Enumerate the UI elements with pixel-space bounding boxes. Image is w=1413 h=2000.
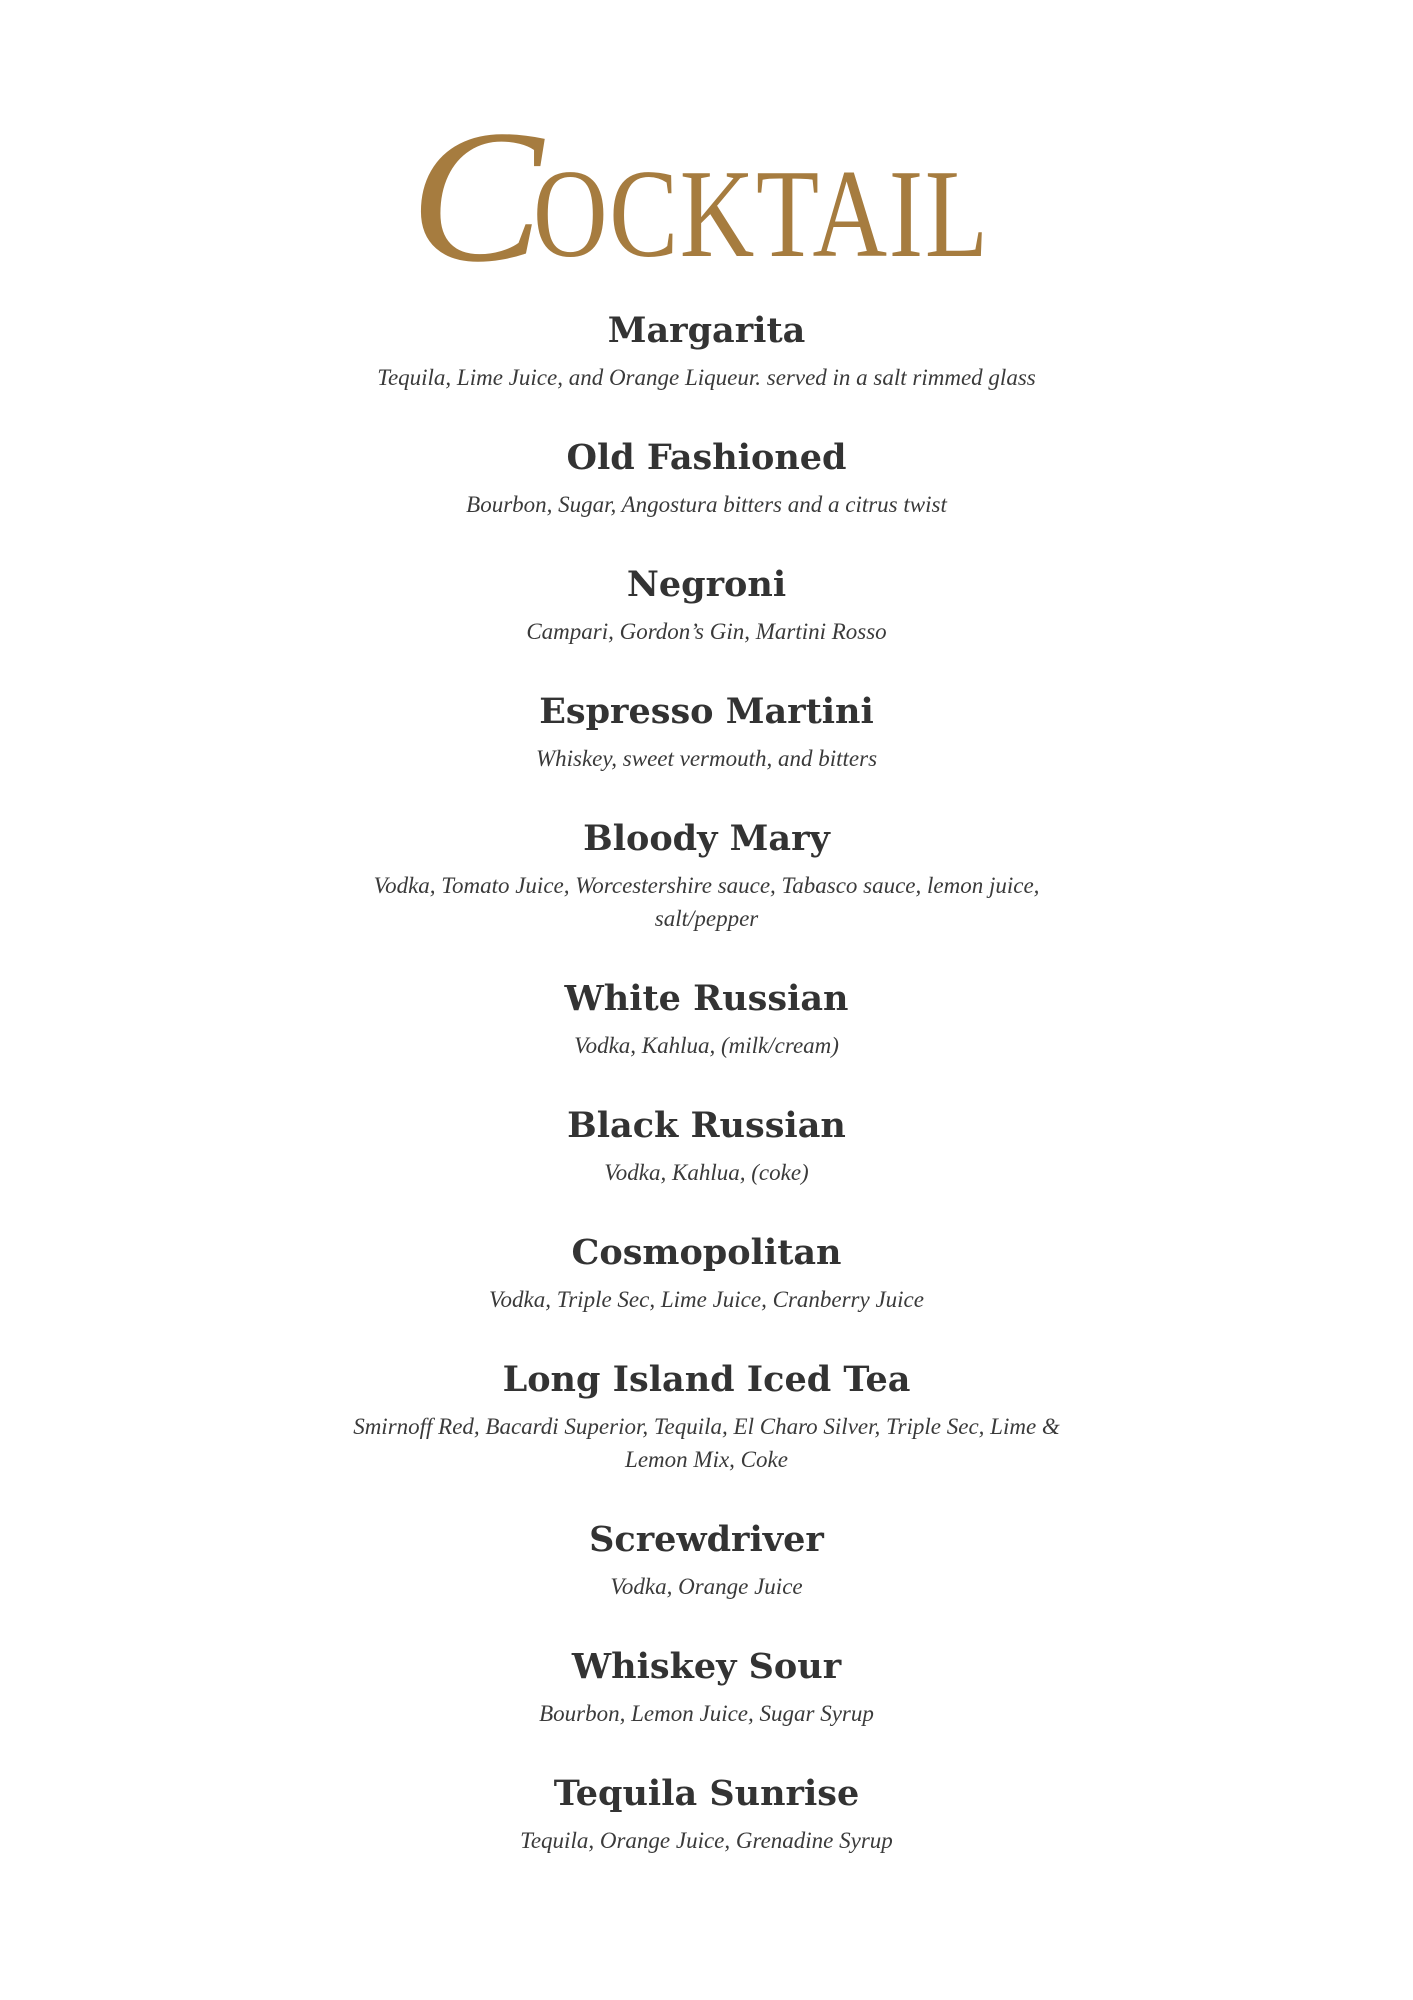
item-description: Bourbon, Lemon Juice, Sugar Syrup [539,1701,874,1726]
menu-item-whiskey-sour [327,1637,1087,1730]
item-name: Tequila Sunrise [553,1773,860,1814]
title-initial-letter: C [409,92,543,302]
item-description: Vodka, Kahlua, (coke) [604,1160,809,1185]
menu-item-tequila-sunrise [327,1764,1087,1857]
item-name: Whiskey Sour [571,1646,842,1687]
item-name: Screwdriver [589,1519,824,1560]
item-name: Cosmopolitan [571,1232,842,1273]
menu-title [0,88,1413,302]
menu-item-white-russian [327,969,1087,1062]
menu-item-bloody-mary [327,809,1087,935]
menu-item-old-fashioned [327,428,1087,521]
menu-item-black-russian [327,1096,1087,1189]
item-name: Old Fashioned [566,437,847,478]
item-description: Tequila, Orange Juice, Grenadine Syrup [520,1828,893,1853]
item-description: Campari, Gordon’s Gin, Martini Rosso [526,619,887,644]
menu-item-cosmopolitan [327,1223,1087,1316]
menu-item-screwdriver [327,1510,1087,1603]
item-name: Margarita [607,310,806,351]
item-name: Negroni [626,564,787,605]
item-name: Bloody Mary [583,818,830,859]
cocktail-list [0,301,1413,1857]
item-name: Espresso Martini [539,691,874,732]
item-description: Bourbon, Sugar, Angostura bitters and a citrus twist [466,492,947,517]
title-rest-letters: OCKTAIL [533,145,991,284]
item-description: Vodka, Orange Juice [610,1574,803,1599]
item-name: Black Russian [567,1105,846,1146]
menu-item-long-island-iced-tea [327,1350,1087,1476]
item-name: White Russian [564,978,849,1019]
menu-item-espresso-martini [327,682,1087,775]
menu-item-margarita [327,301,1087,394]
item-description: Vodka, Triple Sec, Lime Juice, Cranberry Juice [489,1287,924,1312]
item-name: Long Island Iced Tea [502,1359,911,1400]
item-description: Tequila, Lime Juice, and Orange Liqueur. served in a salt rimmed glass [377,365,1036,390]
item-description: Vodka, Kahlua, (milk/cream) [574,1033,839,1058]
item-description: Whiskey, sweet vermouth, and bitters [535,746,878,771]
item-description: Smirnoff Red, Bacardi Superior, Tequila, El Charo Silver, Triple Sec, Lime & Lemon Mix, Coke [353,1414,1060,1472]
menu-item-negroni [327,555,1087,648]
item-description: Vodka, Tomato Juice, Worcestershire sauce, Tabasco sauce, lemon juice, salt/pepper [373,873,1040,931]
